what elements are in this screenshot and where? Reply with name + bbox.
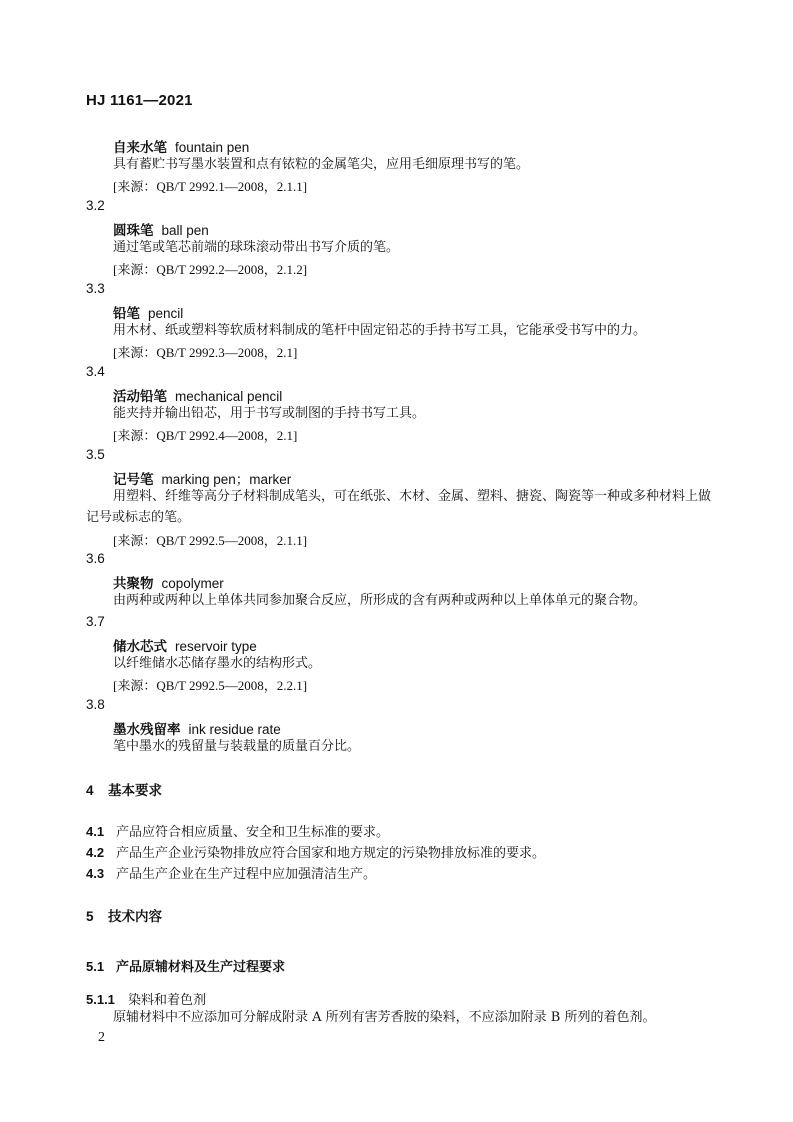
term-definition: 能夹持并输出铅芯，用于书写或制图的手持书写工具。: [113, 406, 426, 421]
term-chinese: 共聚物: [113, 576, 154, 592]
clause-text: 产品生产企业污染物排放应符合国家和地方规定的污染物排放标准的要求。: [116, 846, 546, 861]
term-english: fountain pen: [175, 140, 250, 155]
clause-number: 4.3: [86, 866, 105, 881]
clause-number: 5.1.1: [86, 992, 115, 1007]
term-source: [来源：QB/T 2992.5—2008，2.2.1]: [113, 678, 308, 693]
term-number: 3.6: [86, 551, 105, 566]
term-chinese: 圆珠笔: [113, 223, 154, 239]
term-definition: 以纤维储水芯储存墨水的结构形式。: [113, 656, 322, 671]
section-heading: [86, 779, 162, 799]
term-source: [来源：QB/T 2992.5—2008，2.1.1]: [113, 533, 308, 548]
term-number: 3.3: [86, 281, 105, 296]
term-chinese: 墨水残留率: [113, 722, 181, 738]
term-number: 3.4: [86, 364, 105, 379]
term-title: [113, 718, 281, 738]
page-number: 2: [98, 1030, 105, 1045]
clause-heading: [86, 989, 206, 1008]
clause-text: 产品应符合相应质量、安全和卫生标准的要求。: [116, 825, 390, 840]
term-title: [113, 219, 209, 239]
term-number: 3.8: [86, 697, 105, 712]
term-definition: 通过笔或笔芯前端的球珠滚动带出书写介质的笔。: [113, 240, 400, 255]
clause-text: 产品生产企业在生产过程中应加强清洁生产。: [116, 867, 377, 882]
term-chinese: 记号笔: [113, 472, 154, 488]
requirement-item: [86, 863, 376, 882]
term-number: 3.5: [86, 447, 105, 462]
term-title: [113, 635, 257, 655]
term-english: mechanical pencil: [175, 389, 283, 404]
term-definition: 由两种或两种以上单体共同参加聚合反应，所形成的含有两种或两种以上单体单元的聚合物。: [113, 593, 647, 608]
subsection-heading: [86, 956, 285, 975]
term-english: copolymer: [161, 576, 224, 591]
term-definition: 笔中墨水的残留量与装载量的质量百分比。: [113, 739, 361, 754]
term-chinese: 活动铅笔: [113, 389, 167, 405]
term-number: 3.7: [86, 614, 105, 629]
section-number: 5: [86, 909, 94, 924]
term-title: [113, 385, 282, 405]
section-heading: [86, 905, 162, 925]
term-english: ball pen: [161, 223, 209, 238]
term-title: [113, 572, 224, 592]
term-chinese: 自来水笔: [113, 140, 167, 156]
term-title: [113, 302, 183, 322]
requirement-item: [86, 842, 545, 861]
term-english: ink residue rate: [188, 722, 281, 737]
term-source: [来源：QB/T 2992.2—2008，2.1.2]: [113, 262, 308, 277]
subsection-number: 5.1: [86, 959, 105, 974]
clause-text: 原辅材料中不应添加可分解成附录 A 所列有害芳香胺的染料，不应添加附录 B 所列的着色剂。: [113, 1010, 656, 1025]
clause-number: 4.2: [86, 845, 105, 860]
term-source: [来源：QB/T 2992.3—2008，2.1]: [113, 345, 298, 360]
document-id-header: HJ 1161—2021: [86, 92, 193, 109]
subsection-title: 产品原辅材料及生产过程要求: [116, 960, 286, 975]
requirement-item: [86, 821, 389, 840]
term-source: [来源：QB/T 2992.1—2008，2.1.1]: [113, 179, 308, 194]
term-english: reservoir type: [175, 639, 257, 654]
term-chinese: 储水芯式: [113, 639, 167, 655]
term-number: 3.2: [86, 198, 105, 213]
term-title: [113, 468, 291, 488]
term-definition: 具有蓄贮书写墨水装置和点有铱粒的金属笔尖，应用毛细原理书写的笔。: [113, 157, 530, 172]
term-english: pencil: [148, 306, 184, 321]
term-chinese: 铅笔: [113, 306, 140, 322]
section-title: 技术内容: [108, 909, 162, 925]
term-definition: 用木材、纸或塑料等软质材料制成的笔杆中固定铅芯的手持书写工具，它能承受书写中的力。: [113, 323, 647, 338]
term-title: [113, 136, 249, 156]
term-english: marking pen；marker: [161, 472, 292, 487]
term-source: [来源：QB/T 2992.4—2008，2.1]: [113, 428, 298, 443]
term-definition: 用塑料、纤维等高分子材料制成笔头，可在纸张、木材、金属、塑料、搪瓷、陶瓷等一种或多种材料上做记号或标志的笔。: [86, 489, 712, 525]
section-number: 4: [86, 783, 94, 798]
clause-title: 染料和着色剂: [128, 993, 207, 1008]
section-title: 基本要求: [108, 783, 162, 799]
clause-number: 4.1: [86, 824, 105, 839]
